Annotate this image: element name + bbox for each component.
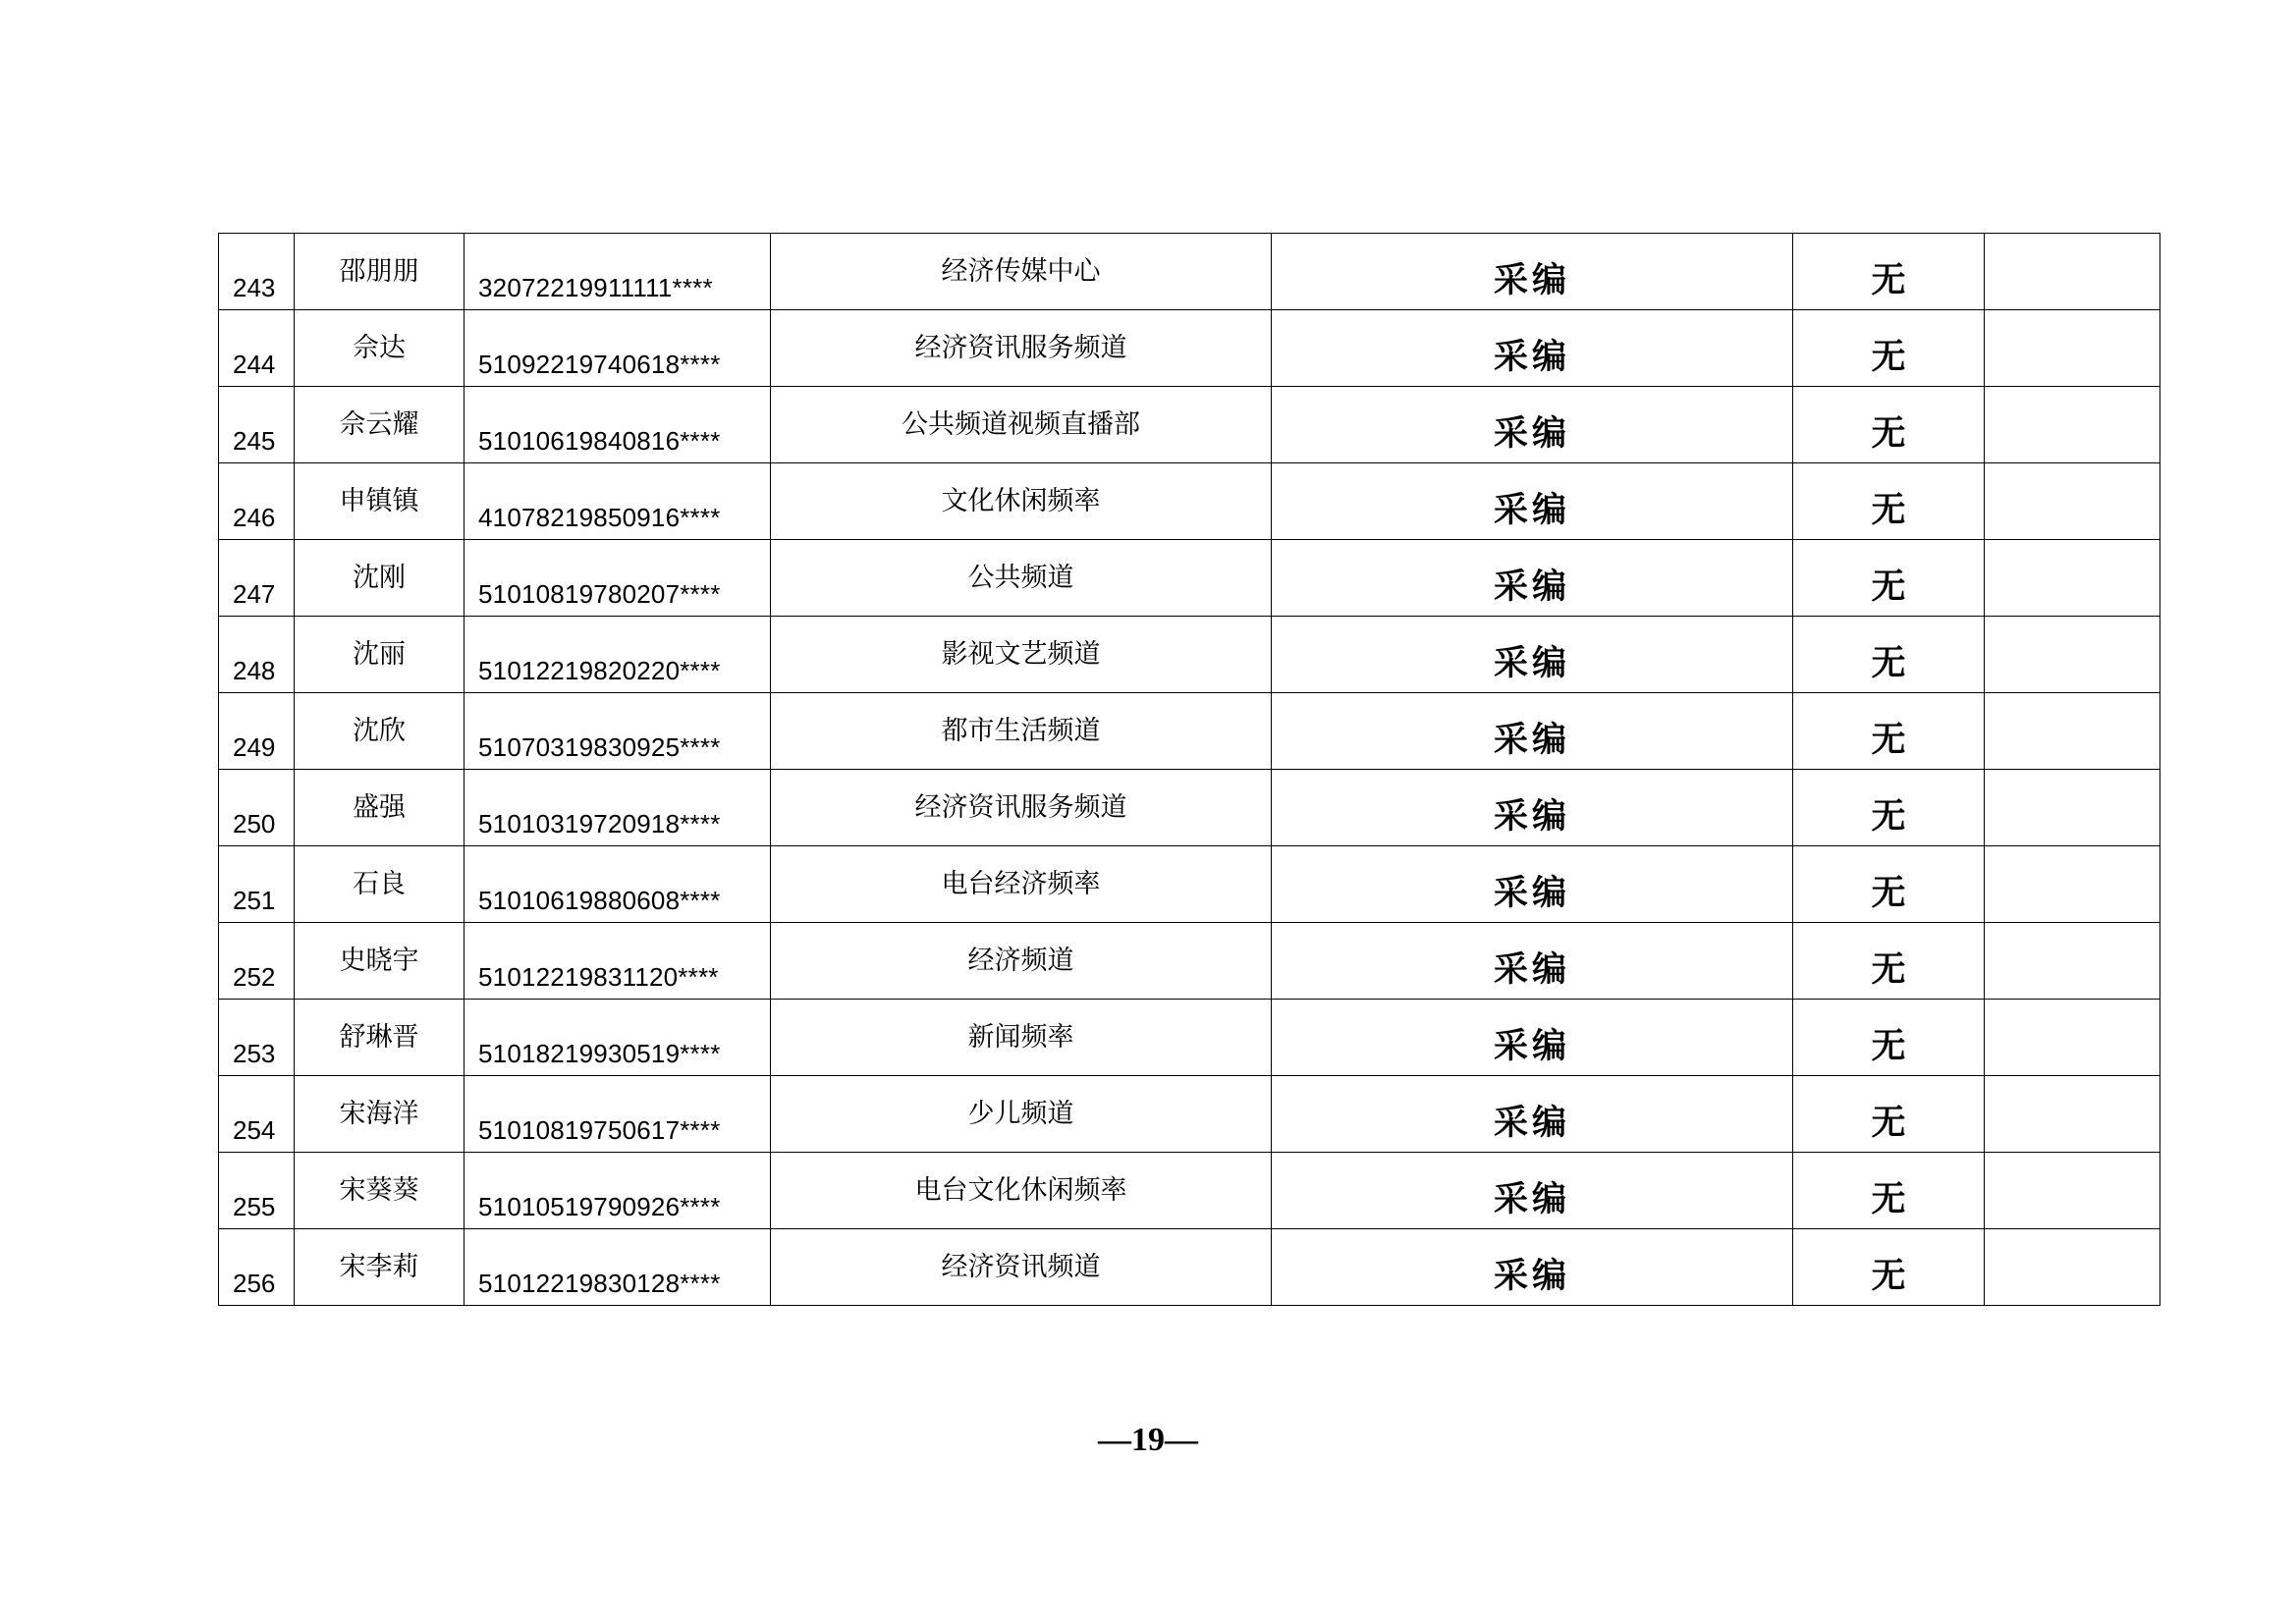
qualification: 无 [1871, 1104, 1906, 1143]
name-cell [295, 234, 465, 310]
row-index: 253 [233, 1039, 276, 1068]
person-name: 沈刚 [353, 563, 406, 593]
department-cell [771, 1153, 1272, 1229]
position-cell [1272, 463, 1793, 540]
id-number-cell [465, 1000, 771, 1076]
person-name: 石良 [353, 869, 406, 899]
row-index: 254 [233, 1115, 276, 1145]
id-number-cell [465, 463, 771, 540]
personnel-table [218, 233, 2160, 1306]
table-row [219, 463, 2160, 540]
name-cell [295, 463, 465, 540]
qualification: 无 [1871, 950, 1906, 990]
qualification-cell [1793, 923, 1985, 1000]
department-cell [771, 923, 1272, 1000]
id-number-cell [465, 1153, 771, 1229]
person-name: 史晓宇 [339, 946, 419, 976]
page-number: —19— [1098, 1422, 1198, 1458]
row-index-cell [219, 1153, 295, 1229]
table-row [219, 846, 2160, 923]
position: 采编 [1493, 643, 1570, 683]
department: 经济资讯频道 [941, 1252, 1101, 1282]
person-name: 申镇镇 [339, 486, 419, 516]
qualification: 无 [1871, 261, 1906, 300]
table-row [219, 310, 2160, 387]
qualification: 无 [1871, 414, 1906, 454]
row-index: 245 [233, 426, 276, 456]
row-index: 256 [233, 1269, 276, 1298]
table-row [219, 540, 2160, 617]
person-name: 沈欣 [353, 716, 406, 746]
department: 电台文化休闲频率 [914, 1175, 1127, 1206]
note-cell [1985, 540, 2160, 617]
qualification-cell [1793, 1229, 1985, 1306]
name-cell [295, 617, 465, 693]
qualification: 无 [1871, 797, 1906, 837]
person-name: 宋李莉 [339, 1252, 419, 1282]
qualification: 无 [1871, 1027, 1906, 1066]
row-index-cell [219, 923, 295, 1000]
position-cell [1272, 846, 1793, 923]
id-number: 51092219740618**** [478, 350, 721, 379]
qualification-cell [1793, 770, 1985, 846]
position-cell [1272, 770, 1793, 846]
name-cell [295, 846, 465, 923]
person-name: 沈丽 [353, 639, 406, 670]
id-number: 51012219830128**** [478, 1269, 721, 1298]
table-row [219, 923, 2160, 1000]
id-number-cell [465, 1076, 771, 1153]
position-cell [1272, 1076, 1793, 1153]
department: 少儿频道 [967, 1099, 1074, 1129]
qualification: 无 [1871, 568, 1906, 607]
department-cell [771, 540, 1272, 617]
row-index: 243 [233, 273, 276, 302]
qualification: 无 [1871, 491, 1906, 530]
position: 采编 [1493, 949, 1570, 990]
id-number: 32072219911111**** [478, 273, 713, 302]
position-cell [1272, 387, 1793, 463]
position-cell [1272, 310, 1793, 387]
department-cell [771, 234, 1272, 310]
row-index: 250 [233, 809, 276, 839]
table-row [219, 387, 2160, 463]
row-index-cell [219, 693, 295, 770]
id-number-cell [465, 617, 771, 693]
id-number: 51012219820220**** [478, 656, 721, 685]
position-cell [1272, 540, 1793, 617]
position-cell [1272, 1000, 1793, 1076]
id-number: 51070319830925**** [478, 732, 721, 762]
position: 采编 [1493, 1256, 1570, 1296]
position-cell [1272, 693, 1793, 770]
note-cell [1985, 310, 2160, 387]
row-index: 252 [233, 962, 276, 992]
qualification-cell [1793, 693, 1985, 770]
id-number-cell [465, 387, 771, 463]
department-cell [771, 617, 1272, 693]
position: 采编 [1493, 490, 1570, 530]
department-cell [771, 1000, 1272, 1076]
qualification-cell [1793, 387, 1985, 463]
qualification: 无 [1871, 721, 1906, 760]
name-cell [295, 693, 465, 770]
position: 采编 [1493, 1103, 1570, 1143]
qualification-cell [1793, 1153, 1985, 1229]
name-cell [295, 387, 465, 463]
id-number-cell [465, 693, 771, 770]
row-index-cell [219, 387, 295, 463]
row-index: 251 [233, 886, 276, 915]
qualification: 无 [1871, 1180, 1906, 1219]
name-cell [295, 1153, 465, 1229]
table-row [219, 1076, 2160, 1153]
row-index-cell [219, 1076, 295, 1153]
row-index: 246 [233, 503, 276, 532]
id-number-cell [465, 1229, 771, 1306]
department: 经济频道 [967, 946, 1074, 976]
id-number: 51018219930519**** [478, 1039, 721, 1068]
row-index-cell [219, 234, 295, 310]
note-cell [1985, 234, 2160, 310]
qualification-cell [1793, 846, 1985, 923]
name-cell [295, 310, 465, 387]
id-number: 51010619880608**** [478, 886, 721, 915]
note-cell [1985, 617, 2160, 693]
table-row [219, 1153, 2160, 1229]
note-cell [1985, 1076, 2160, 1153]
position: 采编 [1493, 1026, 1570, 1066]
qualification-cell [1793, 310, 1985, 387]
position: 采编 [1493, 567, 1570, 607]
person-name: 宋葵葵 [339, 1175, 419, 1206]
table-row [219, 770, 2160, 846]
department: 影视文艺频道 [941, 639, 1101, 670]
note-cell [1985, 387, 2160, 463]
qualification-cell [1793, 540, 1985, 617]
department-cell [771, 770, 1272, 846]
note-cell [1985, 846, 2160, 923]
id-number: 51012219831120**** [478, 962, 719, 992]
id-number-cell [465, 923, 771, 1000]
row-index: 248 [233, 656, 276, 685]
department-cell [771, 310, 1272, 387]
position: 采编 [1493, 337, 1570, 377]
department: 电台经济频率 [941, 869, 1101, 899]
department: 经济传媒中心 [941, 256, 1101, 287]
id-number-cell [465, 234, 771, 310]
table-row [219, 234, 2160, 310]
row-index-cell [219, 1229, 295, 1306]
id-number-cell [465, 846, 771, 923]
qualification-cell [1793, 234, 1985, 310]
id-number-cell [465, 770, 771, 846]
qualification-cell [1793, 617, 1985, 693]
person-name: 盛强 [353, 792, 406, 823]
id-number: 51010319720918**** [478, 809, 721, 839]
row-index-cell [219, 310, 295, 387]
position: 采编 [1493, 873, 1570, 913]
row-index: 244 [233, 350, 276, 379]
name-cell [295, 1076, 465, 1153]
id-number-cell [465, 310, 771, 387]
qualification: 无 [1871, 874, 1906, 913]
name-cell [295, 540, 465, 617]
row-index-cell [219, 1000, 295, 1076]
id-number: 51010619840816**** [478, 426, 721, 456]
id-number-cell [465, 540, 771, 617]
position-cell [1272, 1153, 1793, 1229]
position: 采编 [1493, 260, 1570, 300]
table-row [219, 1000, 2160, 1076]
person-name: 舒琳晋 [339, 1022, 419, 1053]
department: 文化休闲频率 [941, 486, 1101, 516]
person-name: 宋海洋 [339, 1099, 419, 1129]
position: 采编 [1493, 720, 1570, 760]
department: 公共频道 [967, 563, 1074, 593]
row-index-cell [219, 770, 295, 846]
note-cell [1985, 463, 2160, 540]
department-cell [771, 1076, 1272, 1153]
row-index-cell [219, 540, 295, 617]
qualification-cell [1793, 463, 1985, 540]
id-number: 51010819750617**** [478, 1115, 721, 1145]
note-cell [1985, 1153, 2160, 1229]
row-index: 247 [233, 579, 276, 609]
department: 都市生活频道 [941, 716, 1101, 746]
table-row [219, 1229, 2160, 1306]
qualification-cell [1793, 1000, 1985, 1076]
person-name: 佘云耀 [339, 409, 419, 440]
qualification-cell [1793, 1076, 1985, 1153]
department: 新闻频率 [967, 1022, 1074, 1053]
row-index-cell [219, 463, 295, 540]
table-row [219, 617, 2160, 693]
table-row [219, 693, 2160, 770]
note-cell [1985, 770, 2160, 846]
note-cell [1985, 693, 2160, 770]
name-cell [295, 1000, 465, 1076]
qualification: 无 [1871, 338, 1906, 377]
department-cell [771, 463, 1272, 540]
department: 经济资讯服务频道 [914, 333, 1127, 363]
department-cell [771, 1229, 1272, 1306]
position: 采编 [1493, 1179, 1570, 1219]
note-cell [1985, 1229, 2160, 1306]
department-cell [771, 387, 1272, 463]
note-cell [1985, 923, 2160, 1000]
id-number: 51010819780207**** [478, 579, 721, 609]
department: 公共频道视频直播部 [902, 409, 1140, 440]
id-number: 41078219850916**** [478, 503, 721, 532]
qualification: 无 [1871, 644, 1906, 683]
name-cell [295, 770, 465, 846]
position-cell [1272, 617, 1793, 693]
row-index-cell [219, 617, 295, 693]
position-cell [1272, 234, 1793, 310]
note-cell [1985, 1000, 2160, 1076]
department: 经济资讯服务频道 [914, 792, 1127, 823]
position-cell [1272, 1229, 1793, 1306]
department-cell [771, 846, 1272, 923]
row-index: 249 [233, 732, 276, 762]
position: 采编 [1493, 796, 1570, 837]
position-cell [1272, 923, 1793, 1000]
person-name: 邵朋朋 [339, 256, 419, 287]
id-number: 51010519790926**** [478, 1192, 721, 1221]
row-index: 255 [233, 1192, 276, 1221]
name-cell [295, 1229, 465, 1306]
row-index-cell [219, 846, 295, 923]
department-cell [771, 693, 1272, 770]
position: 采编 [1493, 413, 1570, 454]
table-body [219, 234, 2160, 1306]
qualification: 无 [1871, 1257, 1906, 1296]
person-name: 佘达 [353, 333, 406, 363]
name-cell [295, 923, 465, 1000]
